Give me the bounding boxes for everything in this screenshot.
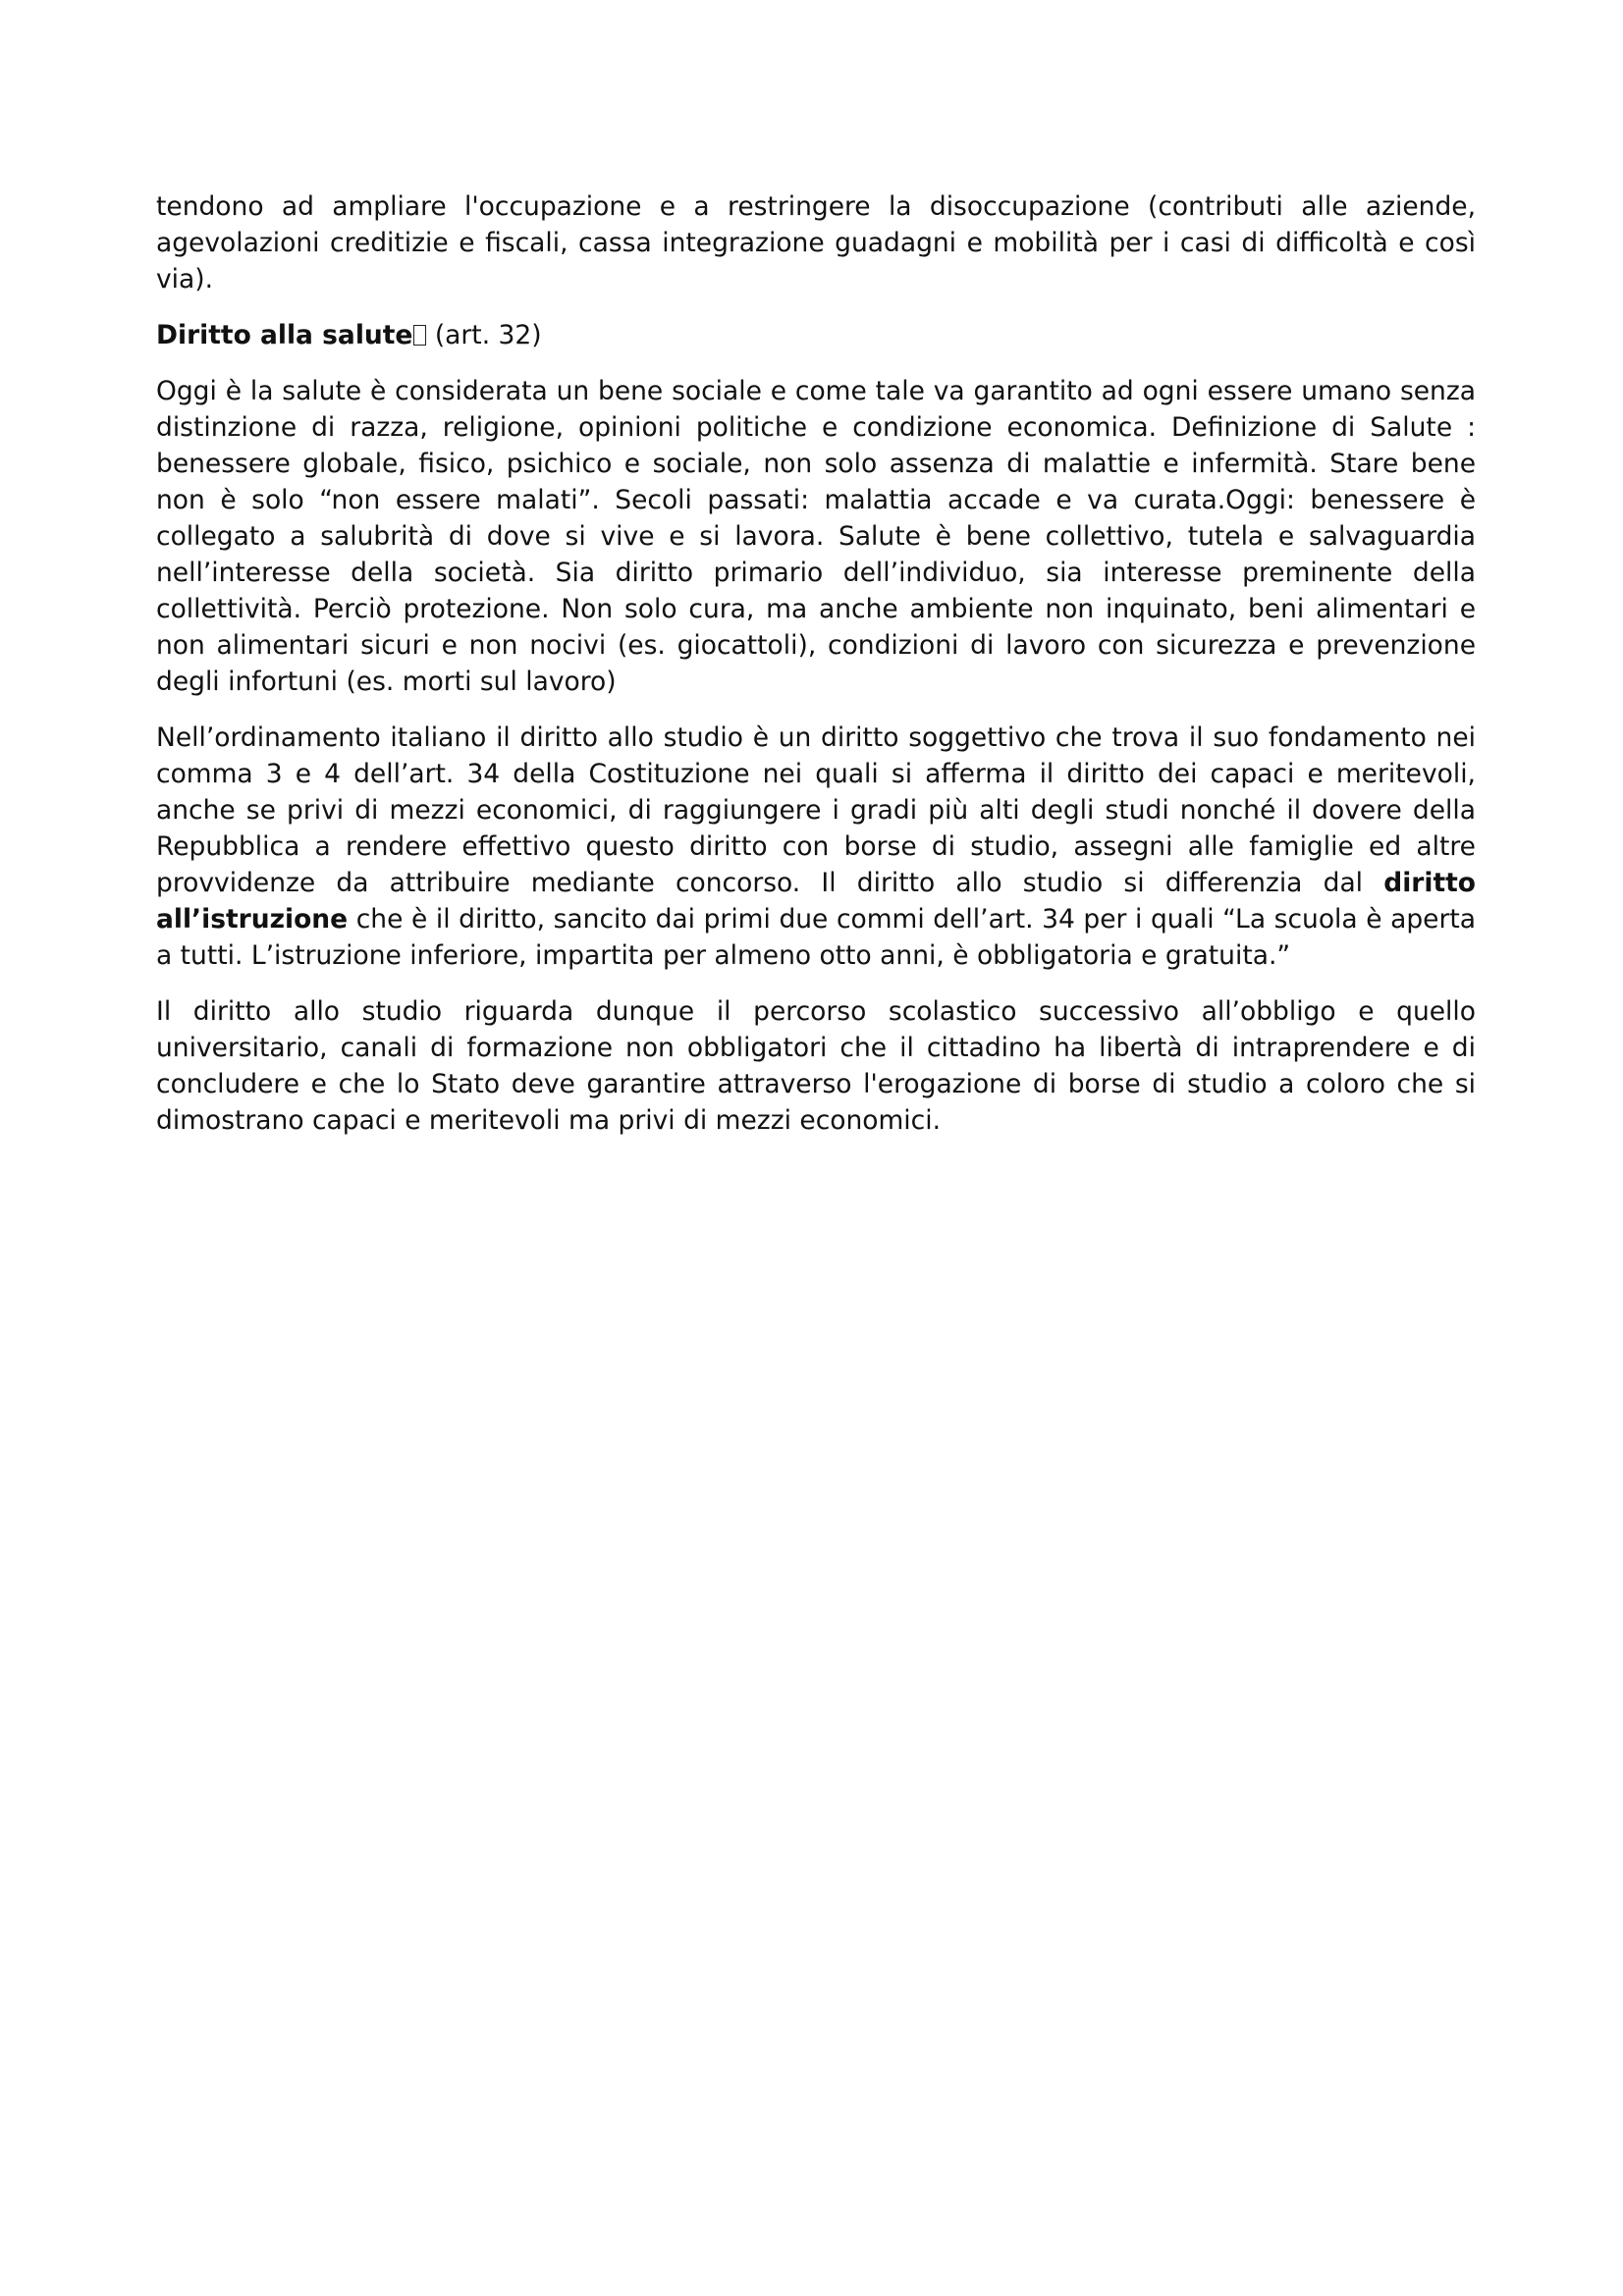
heading-article-ref: (art. 32)	[426, 320, 542, 350]
section-heading	[156, 317, 1476, 353]
missing-glyph-icon	[413, 325, 426, 346]
heading-title: Diritto alla salute	[156, 320, 413, 350]
paragraph-percorso-scolastico: Il diritto allo studio riguarda dunque il percorso scolastico successivo all’obbligo e quello universitario, canali di formazione non obbligatori che il cittadino ha libertà di intraprendere e di concludere e che lo Stato deve garantire attraverso l'erogazione di borse di studio a coloro che si dimostrano capaci e meritevoli ma privi di mezzi economici.	[156, 996, 1476, 1136]
paragraph-occupazione: tendono ad ampliare l'occupazione e a restringere la disoccupazione (contributi alle aziende, agevolazioni creditizie e fiscali, cassa integrazione guadagni e mobilità per i casi di difficoltà e così via).	[156, 191, 1476, 294]
paragraph-text-end: che è il diritto, sancito dai primi due commi dell’art. 34 per i quali “La scuola è aperta a tutti. L’istruzione inferiore, impartita per almeno otto anni, è obbligatoria e gratuita.”	[156, 904, 1476, 971]
paragraph-diritto-studio	[156, 720, 1476, 974]
bold-term-istruzione: diritto all’istruzione	[156, 868, 1476, 934]
paragraph-salute: Oggi è la salute è considerata un bene sociale e come tale va garantito ad ogni essere umano senza distinzione di razza, religione, opinioni politiche e condizione economica. Definizione di Salute : benessere globale, fisico, psichico e sociale, non solo assenza di malattie e infermità. Stare bene non è solo “non essere malati”. Secoli passati: malattia accade e va curata.Oggi: benessere è collegato a salubrità di dove si vive e si lavora. Salute è bene collettivo, tutela e salvaguardia nell’interesse della società. Sia diritto primario dell’individuo, sia interesse preminente della collettività. Perciò protezione. Non solo cura, ma anche ambiente non inquinato, beni alimentari e non alimentari sicuri e non nocivi (es. giocattoli), condizioni di lavoro con sicurezza e prevenzione degli infortuni (es. morti sul lavoro)	[156, 376, 1476, 697]
paragraph-text-start: Nell’ordinamento italiano il diritto allo studio è un diritto soggettivo che trova il suo fondamento nei comma 3 e 4 dell’art. 34 della Costituzione nei quali si afferma il diritto dei capaci e meritevoli, anche se privi di mezzi economici, di raggiungere i gradi più alti degli studi nonché il dovere della Repubblica a rendere effettivo questo diritto con borse di studio, assegni alle famiglie ed altre provvidenze da attribuire mediante concorso. Il diritto allo studio si differenzia dal	[156, 722, 1476, 898]
document-body	[156, 188, 1476, 1158]
